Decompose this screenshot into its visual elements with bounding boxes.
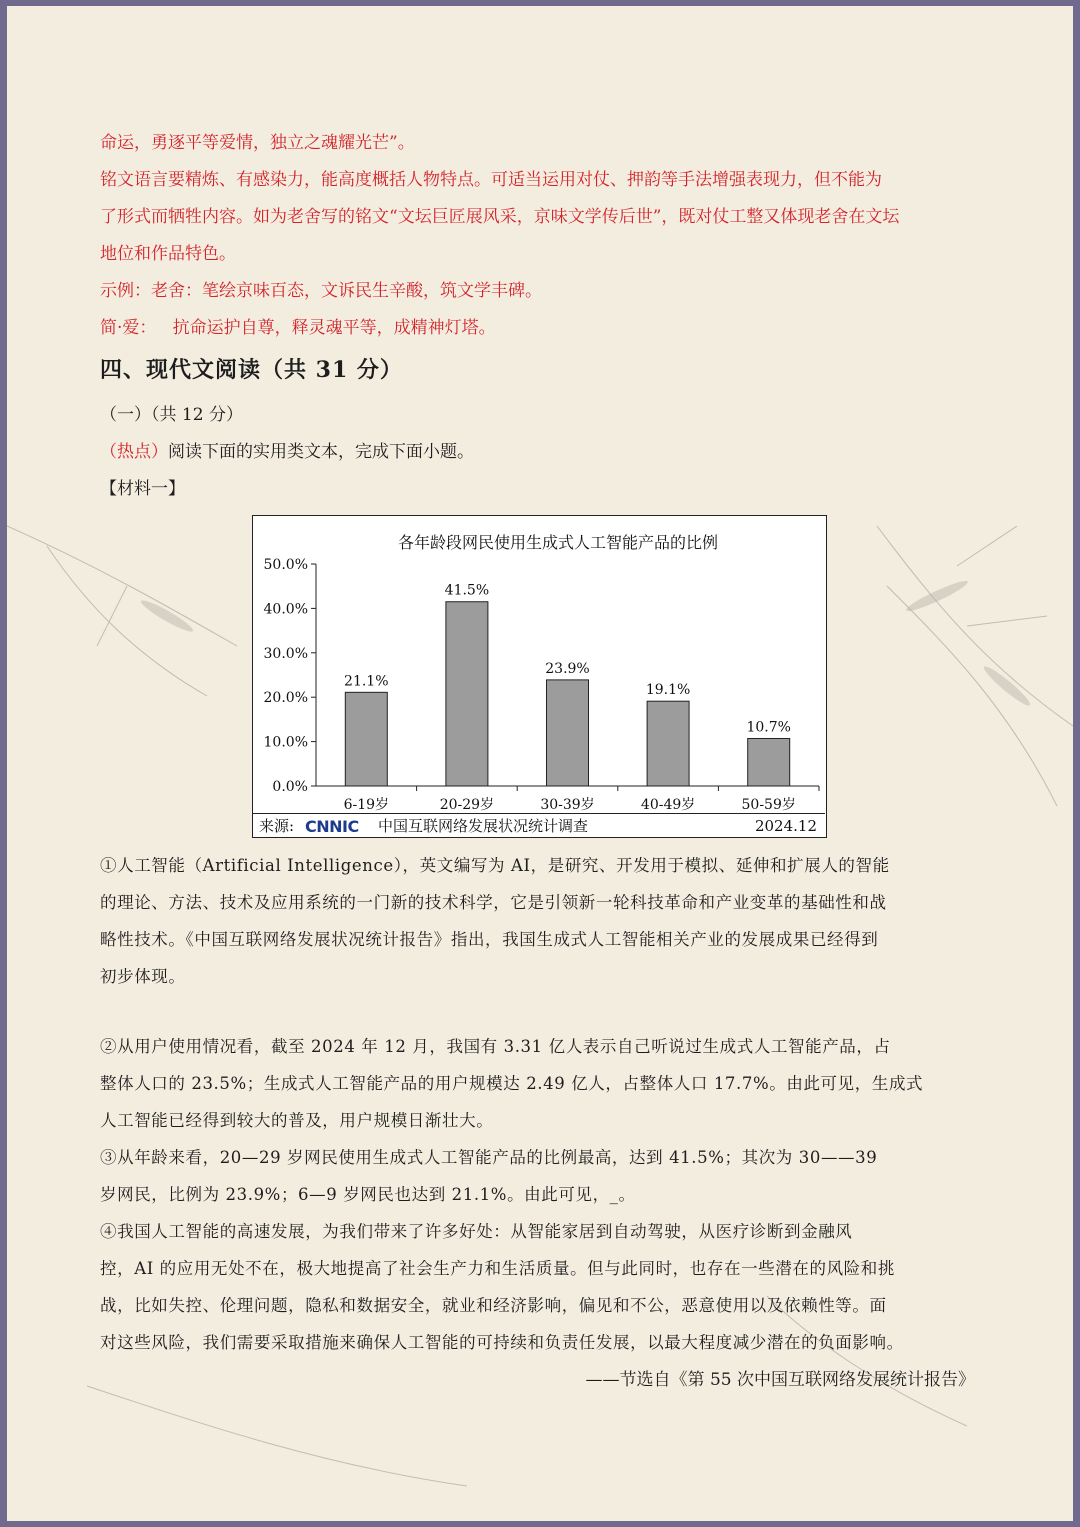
- y-tick-label: 40.0%: [263, 601, 308, 618]
- material-label: 【材料一】: [100, 479, 185, 499]
- source-org: 中国互联网络发展状况统计调查: [378, 817, 589, 835]
- y-tick-label: 0.0%: [272, 779, 308, 795]
- bar-value-label: 10.7%: [746, 719, 791, 736]
- chart-title: 各年龄段网民使用生成式人工智能产品的比例: [397, 533, 719, 552]
- answer-example: 示例：老舍：笔绘京味百态，文诉民生辛酸，筑文学丰碑。: [100, 281, 542, 301]
- chart-source: [253, 813, 825, 838]
- section-title: 四、现代文阅读（共 31 分）: [100, 357, 403, 383]
- subsection-title: （一）（共 12 分）: [100, 405, 243, 425]
- paragraph-4: 对这些风险，我们需要采取措施来确保人工智能的可持续和负责任发展，以最大程度减少潜在的负面影响。: [100, 1333, 904, 1352]
- paragraph-4: 控，AI 的应用无处不在，极大地提高了社会生产力和生活质量。但与此同时，也存在一些潜在的风险和挑: [100, 1259, 895, 1278]
- paragraph-1: 的理论、方法、技术及应用系统的一门新的技术科学，它是引领新一轮科技革命和产业变革的基础性和战: [100, 893, 887, 912]
- y-tick-label: 10.0%: [263, 734, 308, 751]
- paragraph-4: 战，比如失控、伦理问题，隐私和数据安全，就业和经济影响，偏见和不公，恶意使用以及依赖性等。面: [100, 1296, 887, 1315]
- instruction: [100, 440, 1000, 464]
- cnnic-logo: CNNIC: [305, 817, 359, 836]
- answer-line: 铭文语言要精炼、有感染力，能高度概括人物特点。可适当运用对仗、押韵等手法增强表现力，但不能为: [100, 170, 882, 190]
- bar-value-label: 19.1%: [645, 682, 691, 699]
- chart-plot: [253, 516, 825, 812]
- bar: [446, 602, 488, 786]
- bar: [345, 692, 387, 786]
- y-tick-label: 50.0%: [263, 557, 308, 573]
- paragraph-2: 人工智能已经得到较大的普及，用户规模日渐壮大。: [100, 1111, 494, 1130]
- answer-line: 命运，勇逐平等爱情，独立之魂耀光芒”。: [100, 133, 415, 153]
- paragraph-2: ②从用户使用情况看，截至 2024 年 12 月，我国有 3.31 亿人表示自己听说过生成式人工智能产品，占: [100, 1037, 891, 1056]
- source-date: 2024.12: [754, 817, 817, 835]
- paragraph-3: ③从年龄来看，20—29 岁网民使用生成式人工智能产品的比例最高，达到 41.5%；其次为 30——39: [100, 1148, 878, 1167]
- x-tick-label: 6-19岁: [343, 797, 390, 812]
- paragraph-2: 整体人口的 23.5%；生成式人工智能产品的用户规模达 2.49 亿人，占整体人口 17.7%。由此可见，生成式: [100, 1074, 924, 1093]
- bar-chart: [252, 515, 827, 838]
- source-citation: ——节选自《第 55 次中国互联网络发展统计报告》: [585, 1370, 975, 1390]
- source-label: 来源:: [259, 817, 295, 835]
- x-tick-label: 40-49岁: [640, 797, 696, 812]
- paragraph-4: ④我国人工智能的高速发展，为我们带来了许多好处：从智能家居到自动驾驶，从医疗诊断到金融风: [100, 1222, 853, 1241]
- bar-value-label: 41.5%: [444, 582, 490, 599]
- x-tick-label: 50-59岁: [741, 797, 796, 812]
- exam-paper: [7, 6, 1073, 1521]
- bar-value-label: 23.9%: [545, 660, 590, 677]
- x-tick-label: 20-29岁: [439, 797, 495, 812]
- hot-tag: （热点）: [100, 442, 168, 462]
- bar: [647, 701, 689, 786]
- paragraph-1: 略性技术。《中国互联网络发展状况统计报告》指出，我国生成式人工智能相关产业的发展成果已经得到: [100, 930, 879, 949]
- answer-line: 地位和作品特色。: [100, 244, 236, 264]
- bar-value-label: 21.1%: [344, 673, 389, 690]
- paragraph-1: ①人工智能（Artificial Intelligence），英文编写为 AI，是研究、开发用于模拟、延伸和扩展人的智能: [100, 856, 890, 875]
- paragraph-1: 初步体现。: [100, 967, 186, 986]
- instruction-text: 阅读下面的实用类文本，完成下面小题。: [168, 442, 474, 462]
- answer-example: 简·爱： 抗命运护自尊，释灵魂平等，成精神灯塔。: [100, 318, 496, 338]
- paragraph-3: 岁网民，比例为 23.9%；6—9 岁网民也达到 21.1%。由此可见，_。: [100, 1185, 636, 1204]
- bar: [547, 680, 589, 786]
- x-tick-label: 30-39岁: [540, 797, 595, 812]
- y-tick-label: 20.0%: [263, 690, 308, 707]
- bar: [748, 738, 790, 786]
- y-tick-label: 30.0%: [263, 645, 308, 662]
- answer-line: 了形式而牺牲内容。如为老舍写的铭文“文坛巨匠展风采，京味文学传后世”，既对仗工整又体现老舍在文坛: [100, 207, 900, 227]
